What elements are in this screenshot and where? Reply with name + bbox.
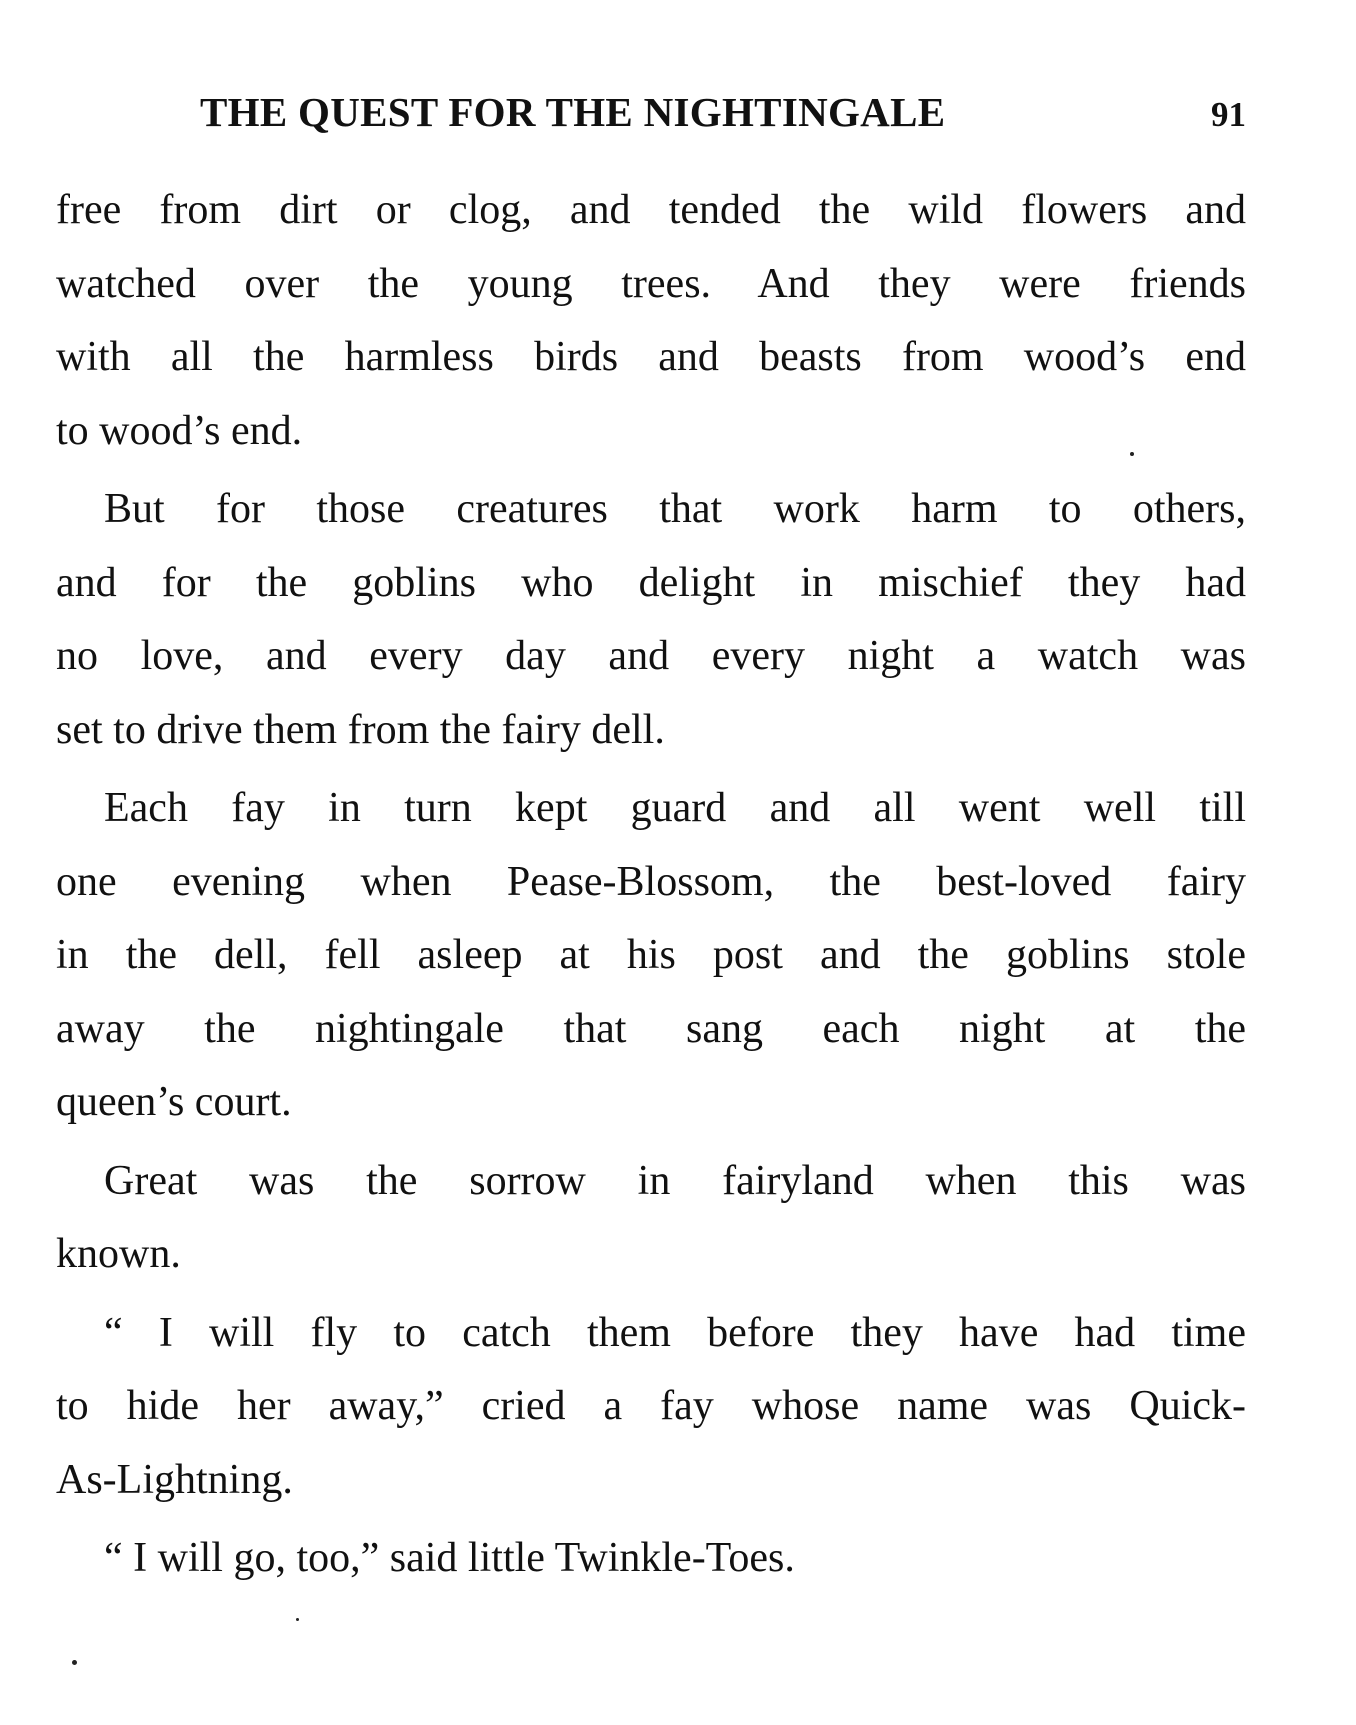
text-line: set to drive them from the fairy dell. — [56, 706, 665, 753]
text-line: in the dell, fell asleep at his post and the goblins stole — [56, 932, 1246, 978]
text-line: But for those creatures that work harm to others, — [104, 486, 1246, 532]
text-line: watched over the young trees. And they were friends — [56, 260, 1246, 307]
scan-speck — [296, 1618, 299, 1621]
scan-speck — [72, 1660, 77, 1665]
text-line: away the nightingale that sang each night at the — [56, 1005, 1246, 1052]
text-line: “ I will fly to catch them before they have had time — [104, 1309, 1246, 1356]
scan-speck — [1130, 452, 1134, 456]
text-line: to wood’s end. — [56, 407, 303, 454]
running-head — [200, 88, 1246, 138]
text-line: “ I will go, too,” said little Twinkle-Toes. — [104, 1535, 795, 1581]
text-line: with all the harmless birds and beasts from wood’s end — [56, 334, 1246, 380]
paragraph-2 — [56, 473, 1246, 767]
paragraph-1 — [56, 174, 1246, 468]
text-line: Each fay in turn kept guard and all went well till — [104, 785, 1246, 831]
text-line: and for the goblins who delight in mischief they had — [56, 559, 1246, 606]
paragraph-4 — [56, 1145, 1246, 1292]
text-line: queen’s court. — [56, 1079, 292, 1125]
page-number: 91 — [1211, 95, 1246, 134]
text-line: no love, and every day and every night a watch was — [56, 633, 1246, 679]
running-title: THE QUEST FOR THE NIGHTINGALE — [200, 89, 946, 135]
text-line: Great was the sorrow in fairyland when this was — [104, 1157, 1246, 1204]
text-line: to hide her away,” cried a fay whose name was Quick- — [56, 1383, 1246, 1429]
paragraph-6 — [56, 1522, 1246, 1596]
paragraph-5 — [56, 1297, 1246, 1518]
text-line: one evening when Pease-Blossom, the best-loved fairy — [56, 858, 1246, 905]
paragraph-3 — [56, 772, 1246, 1140]
text-line: free from dirt or clog, and tended the wild flowers and — [56, 187, 1246, 233]
text-line: As-Lightning. — [56, 1456, 293, 1503]
text-line: known. — [56, 1231, 181, 1277]
body-text — [56, 174, 1246, 1601]
